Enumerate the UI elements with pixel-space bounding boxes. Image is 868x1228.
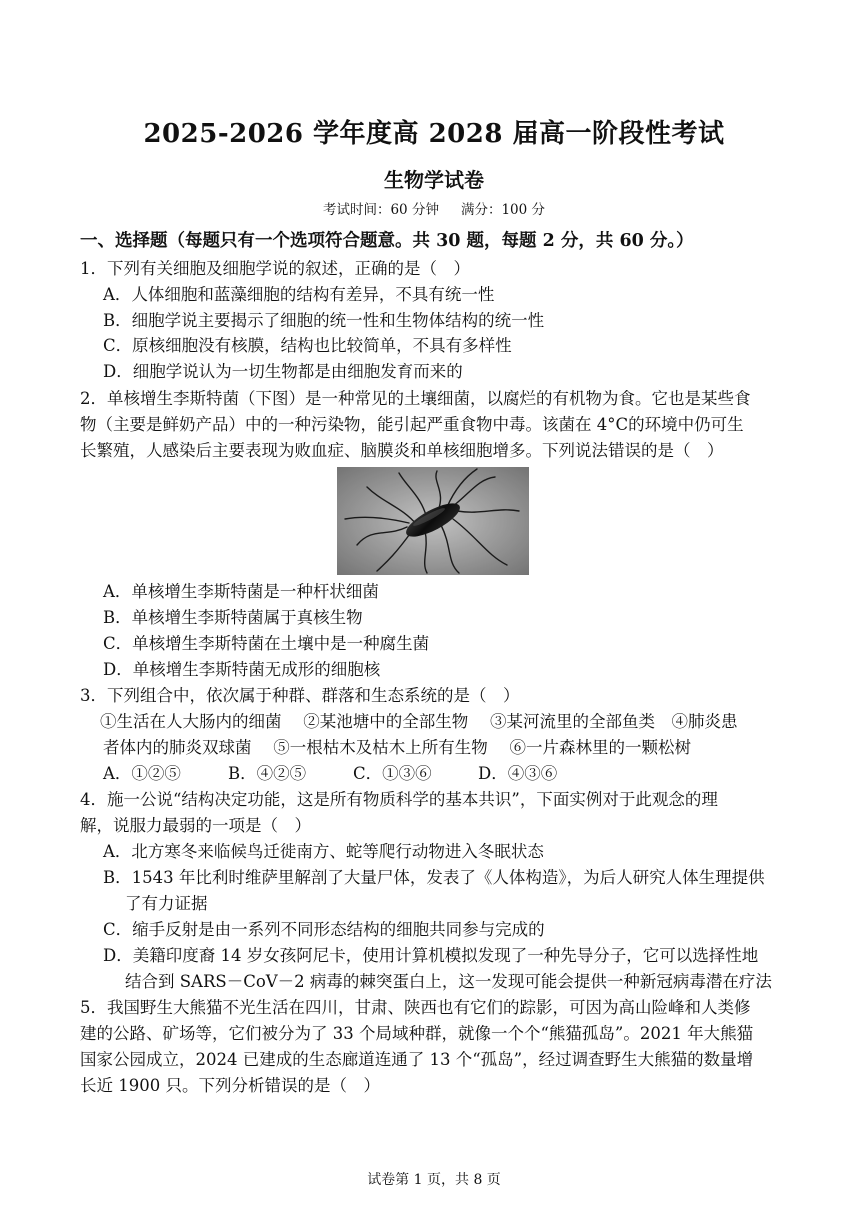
q5-stem-line: 长近 1900 只。下列分析错误的是（ ） <box>80 1076 380 1095</box>
q4-option-a: A．北方寒冬来临候鸟迁徙南方、蛇等爬行动物进入冬眠状态 <box>103 842 544 861</box>
q5-stem-line: 建的公路、矿场等，它们被分为了 33 个局域种群，就像一个个“熊猫孤岛”。2021 年大熊猫 <box>80 1024 754 1043</box>
q3-option-d: D．④③⑥ <box>478 764 558 783</box>
q2-stem-line: 长繁殖，人感染后主要表现为败血症、脑膜炎和单核细胞增多。下列说法错误的是（ ） <box>80 441 724 460</box>
q4-option-b: B．1543 年比利时维萨里解剖了大量尸体，发表了《人体构造》，为后人研究人体生理提供 <box>103 868 765 887</box>
q4-option-d-cont: 结合到 SARS－CoV－2 病毒的棘突蛋白上，这一发现可能会提供一种新冠病毒潜在疗法 <box>125 972 772 991</box>
q2-stem-line: 物（主要是鲜奶产品）中的一种污染物，能引起严重食物中毒。该菌在 4°C的环境中仍可生 <box>80 415 744 434</box>
q5-stem-line: 5．我国野生大熊猫不光生活在四川，甘肃、陕西也有它们的踪影，可因为高山险峰和人类修 <box>80 998 751 1017</box>
q1-option-b: B．细胞学说主要揭示了细胞的统一性和生物体结构的统一性 <box>103 311 545 330</box>
exam-score: 满分：100 分 <box>460 202 546 218</box>
q2-stem-line: 2．单核增生李斯特菌（下图）是一种常见的土壤细菌，以腐烂的有机物为食。它也是某些食 <box>80 389 751 408</box>
bacterium-micrograph <box>337 467 529 575</box>
q3-option-a: A．①②⑤ <box>103 764 181 783</box>
q4-option-d: D．美籍印度裔 14 岁女孩阿尼卡，使用计算机模拟发现了一种先导分子，它可以选择性地 <box>103 946 759 965</box>
exam-title: 2025-2026 学年度高 2028 届高一阶段性考试 <box>143 119 725 149</box>
exam-time: 考试时间：60 分钟 <box>322 202 439 218</box>
q2-option-c: C．单核增生李斯特菌在土壤中是一种腐生菌 <box>103 634 430 653</box>
q3-items-line: 者体内的肺炎双球菌 ⑤一根枯木及枯木上所有生物 ⑥一片森林里的一颗松树 <box>103 738 691 757</box>
q4-stem-line: 解，说服力最弱的一项是（ ） <box>80 816 311 835</box>
exam-subtitle: 生物学试卷 <box>384 168 484 192</box>
page-footer: 试卷第 1 页，共 8 页 <box>367 1172 501 1188</box>
q3-options <box>103 761 557 787</box>
q3-stem: 3．下列组合中，依次属于种群、群落和生态系统的是（ ） <box>80 686 520 705</box>
q4-stem-line: 4．施一公说“结构决定功能，这是所有物质科学的基本共识”，下面实例对于此观念的理 <box>80 790 718 809</box>
q2-option-a: A．单核增生李斯特菌是一种杆状细菌 <box>103 582 379 601</box>
q1-option-c: C．原核细胞没有核膜，结构也比较简单，不具有多样性 <box>103 336 512 355</box>
q3-items-line: ①生活在人大肠内的细菌 ②某池塘中的全部生物 ③某河流里的全部鱼类 ④肺炎患 <box>100 712 738 731</box>
q4-option-b-cont: 了有力证据 <box>125 894 208 913</box>
exam-meta <box>0 198 868 218</box>
q4-option-c: C．缩手反射是由一系列不同形态结构的细胞共同参与完成的 <box>103 920 545 939</box>
q3-option-c: C．①③⑥ <box>353 764 432 783</box>
q1-stem: 1．下列有关细胞及细胞学说的叙述，正确的是（ ） <box>80 259 470 278</box>
q2-option-b: B．单核增生李斯特菌属于真核生物 <box>103 608 363 627</box>
q1-option-a: A．人体细胞和蓝藻细胞的结构有差异，不具有统一性 <box>103 285 495 304</box>
q1-option-d: D．细胞学说认为一切生物都是由细胞发育而来的 <box>103 362 463 381</box>
section-heading: 一、选择题（每题只有一个选项符合题意。共 30 题，每题 2 分，共 60 分。） <box>80 231 694 251</box>
q2-option-d: D．单核增生李斯特菌无成形的细胞核 <box>103 660 381 679</box>
q3-option-b: B．④②⑤ <box>228 764 307 783</box>
q5-stem-line: 国家公园成立，2024 已建成的生态廊道连通了 13 个“孤岛”，经过调查野生大熊猫的数量增 <box>80 1050 754 1069</box>
